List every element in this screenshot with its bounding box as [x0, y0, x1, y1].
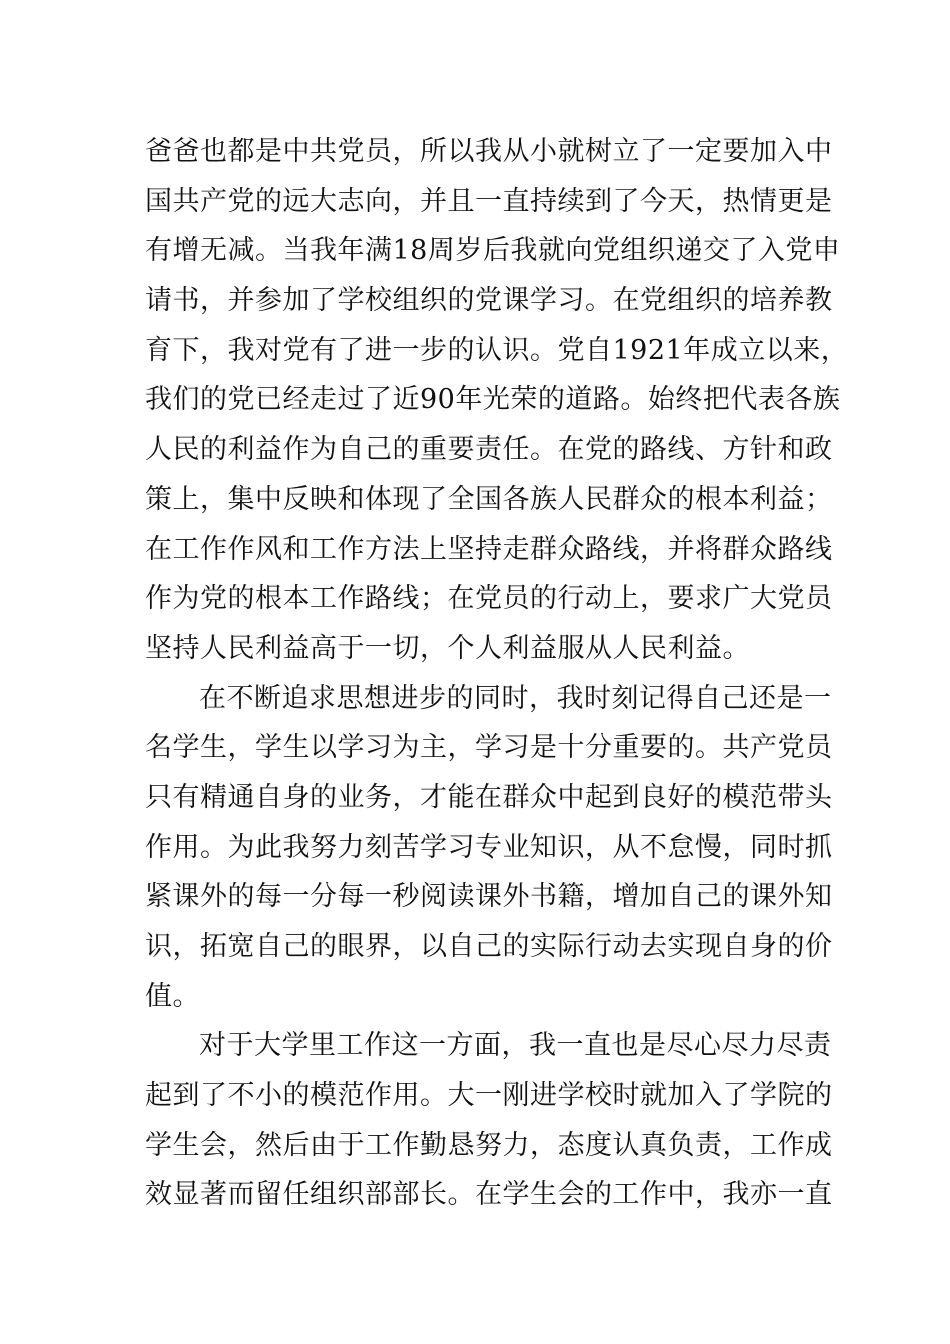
text-line: 我们的党已经走过了近90年光荣的道路。始终把代表各族 — [145, 384, 841, 416]
text-line: 名学生，学生以学习为主，学习是十分重要的。共产党员 — [145, 732, 833, 764]
text-line: 识，拓宽自己的眼界，以自己的实际行动去实现自身的价 — [145, 931, 833, 962]
text-line: 紧课外的每一分每一秒阅读课外书籍，增加自己的课外知 — [145, 881, 833, 913]
text-line: 作用。为此我努力刻苦学习专业知识，从不怠慢，同时抓 — [145, 831, 833, 863]
text-line: 有增无减。当我年满18周岁后我就向党组织递交了入党申 — [145, 235, 841, 267]
text-line: 坚持人民利益高于一切，个人利益服从人民利益。 — [145, 632, 750, 664]
text-line: 只有精通自身的业务，才能在群众中起到良好的模范带头 — [145, 781, 833, 813]
text-line: 值。 — [145, 980, 200, 1012]
text-line: 在不断追求思想进步的同时，我时刻记得自己还是一 — [199, 682, 832, 714]
text-line: 起到了不小的模范作用。大一刚进学校时就加入了学院的 — [145, 1080, 833, 1112]
text-line: 作为党的根本工作路线；在党员的行动上，要求广大党员 — [145, 583, 833, 615]
document-body — [145, 127, 849, 1220]
text-line: 育下，我对党有了进一步的认识。党自1921年成立以来， — [145, 334, 849, 366]
text-line: 爸爸也都是中共党员，所以我从小就树立了一定要加入中 — [145, 136, 833, 167]
text-line: 请书，并参加了学校组织的党课学习。在党组织的培养教 — [145, 285, 833, 317]
text-line: 国共产党的远大志向，并且一直持续到了今天，热情更是 — [145, 185, 833, 217]
text-line: 对于大学里工作这一方面，我一直也是尽心尽力尽责 — [199, 1030, 832, 1062]
text-line: 在工作作风和工作方法上坚持走群众路线，并将群众路线 — [145, 533, 833, 565]
text-line: 学生会，然后由于工作勤恳努力，态度认真负责，工作成 — [145, 1129, 833, 1161]
text-line: 人民的利益作为自己的重要责任。在党的路线、方针和政 — [145, 434, 833, 466]
text-line: 效显著而留任组织部部长。在学生会的工作中，我亦一直 — [145, 1179, 833, 1211]
text-line: 策上，集中反映和体现了全国各族人民群众的根本利益； — [145, 483, 833, 515]
